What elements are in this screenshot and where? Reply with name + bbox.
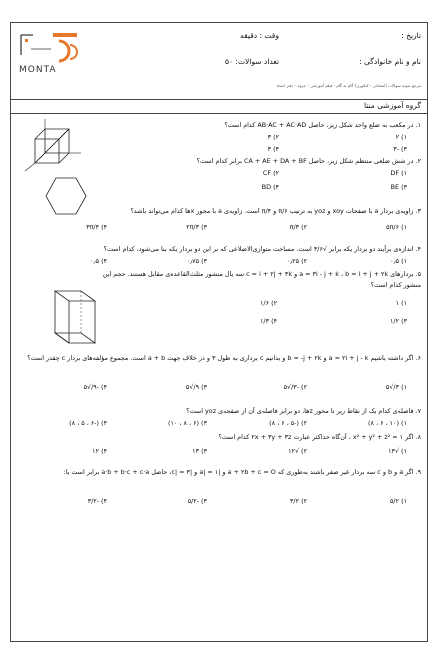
q4-option-2[interactable]: ۲) ۰٫۲۵ [286,257,307,265]
q7-option-2[interactable]: ۲) (-۵ ، ۶ ، ۸) [269,419,307,427]
q6-option-2[interactable]: ۲) -۳/√۵ [283,383,307,391]
logo-text: MONTA [19,65,57,75]
hexagon-figure [43,175,89,217]
q5-option-1[interactable]: ۱) ۱ [395,299,407,307]
q9-option-3[interactable]: ۳) -۵/۲ [187,497,207,505]
question-2: ۲. در شش ضلعی منتظم شکل زیر، حاصل CA + AE + DA + BF برابر کدام است؟ [196,157,421,165]
q2-option-1[interactable]: ۱) DF [390,169,407,177]
question-6: ۶. اگر داشته باشیم a = ۲i + j - k و b = -j + ۲k و بدانیم c برداری به طول ۳ و در خلاف جهت a + b است. مجموع مؤلفه‌های بردار c چقدر است؟ [27,354,421,362]
question-8: ۸. اگر x² + y² + z² = ۱ ، آن‌گاه حداکثر عبارت ۲x + ۳y + ۳z کدام است؟ [218,433,421,441]
q7-option-3[interactable]: ۳) (۶ ، ۸ ، ۱۰) [168,419,207,427]
question-1: ۱. در مکعب به ضلع واحد شکل زیر، حاصل AB·AC + AC·AD کدام است؟ [224,121,421,129]
q7-option-1[interactable]: ۱) (۱۰ ، ۶ ، ۸) [368,419,407,427]
q3-option-3[interactable]: ۳) ۲π/۳ [186,223,207,231]
question-7: ۷. فاصله‌ی کدام یک از نقاط زیر تا محور zها، دو برابر فاصله‌ی آن از صفحه‌ی yoz است؟ [186,407,421,415]
prism-figure [41,285,107,349]
exam-header [11,23,427,100]
q9-option-1[interactable]: ۱) ۵/۲ [390,497,407,505]
group-bar [11,99,427,114]
group-label: گروه آموزشی منتا [364,101,421,110]
q8-option-3[interactable]: ۳) ۱۳ [192,447,207,455]
q6-option-3[interactable]: ۳) ۹/√۵ [185,383,207,391]
time-label: وقت : دقیقه [240,31,279,40]
q1-option-1[interactable]: ۱) ۲ [395,133,407,141]
question-5: ۵. بردارهای a = ۳i - j + k ، b = i + j + ۲k و c = i + ۲j + ۳k سه یال منشور مثلث‌القاعده‌ی مقابل هستند. حجم این منشور کدام است؟ [102,270,421,289]
q4-option-3[interactable]: ۳) ۰٫۷۵ [186,257,207,265]
q1-option-3[interactable]: ۳) -۳ [393,145,407,153]
q6-option-1[interactable]: ۱) ۳/√۵ [385,383,407,391]
q2-option-4[interactable]: ۴) BD [261,183,279,191]
q3-option-4[interactable]: ۴) ۳π/۴ [86,223,107,231]
question-9: ۹. اگر a و b و c سه بردار غیر صفر باشند به‌طوری که a + ۲b + c = O و |a| = ۱ و |c| = ۳، حاصل a·b + b·c + c·a برابر است با: [63,468,421,476]
header-small-text: مرجع نمونه سوالات (امتحانی - کنکوری) گام به گام - فیلم آموزشی - جزوه - دفتر استاد [276,83,421,88]
q9-option-2[interactable]: ۲) ۳/۲ [290,497,307,505]
q8-option-4[interactable]: ۴) ۱۲ [92,447,107,455]
q5-option-3[interactable]: ۳) ۱/۲ [390,317,407,325]
q3-option-1[interactable]: ۱) ۵π/۶ [386,223,407,231]
question-4: ۴. اندازه‌ی برآیند دو بردار یکه برابر √۳/۶ است. مساحت متوازی‌الاضلاعی که بر این دو بردار یکه بنا می‌شود، کدام است؟ [103,245,421,253]
q4-option-4[interactable]: ۴) ۰٫۵ [90,257,107,265]
q5-option-4[interactable]: ۴) ۱/۳ [260,317,277,325]
cube-figure [17,117,83,173]
question-3: ۳. زاویه‌ی بردار a با صفحات xoy و yoz به ترتیب π/۶ و π/۴ است. زاویه‌ی a با محور x‌ها کدام می‌تواند باشد؟ [130,207,421,215]
q2-option-2[interactable]: ۲) CF [262,169,279,177]
q8-option-1[interactable]: ۱) √۱۳ [388,447,407,455]
q8-option-2[interactable]: ۲) √۱۲ [288,447,307,455]
q1-option-2[interactable]: ۲) ۳ [267,133,279,141]
exam-page [10,22,428,642]
q7-option-4[interactable]: ۴) (-۶ ، ۵ ، ۸) [69,419,107,427]
q1-option-4[interactable]: ۴) ۳ [267,145,279,153]
date-label: تاریخ : [401,31,421,40]
question-count-label: تعداد سوالات: ۵۰ [224,57,279,66]
q4-option-1[interactable]: ۱) ۰٫۵ [390,257,407,265]
q9-option-4[interactable]: ۴) -۳/۲ [87,497,107,505]
q6-option-4[interactable]: ۴) -۹/√۵ [83,383,107,391]
q3-option-2[interactable]: ۲) π/۳ [289,223,307,231]
q5-option-2[interactable]: ۲) ۱/۶ [260,299,277,307]
name-label: نام و نام خانوادگی : [359,57,421,66]
q2-option-3[interactable]: ۳) BE [390,183,407,191]
